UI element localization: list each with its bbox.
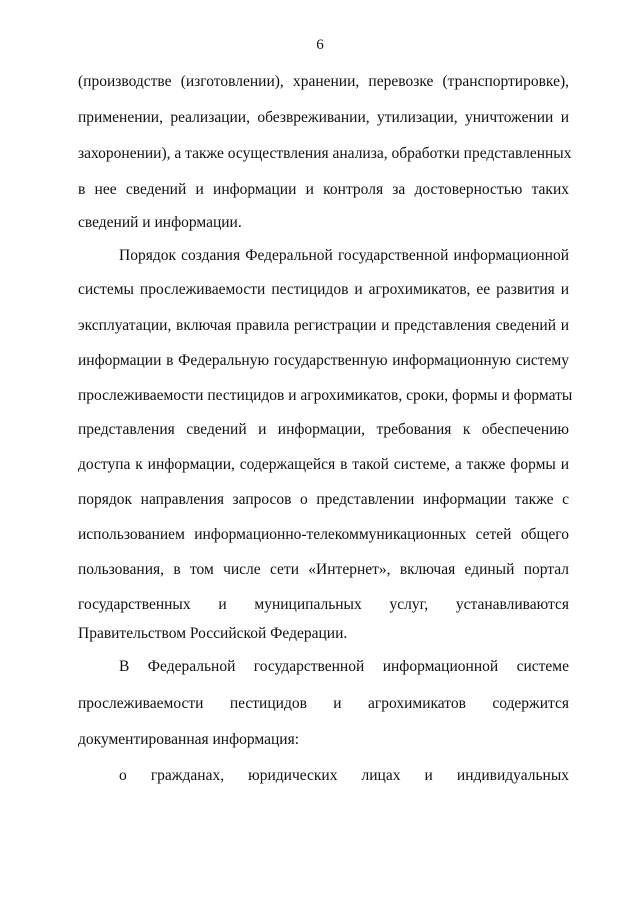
text-line: захоронении), а также осуществления анализа, обработки представленных [78, 145, 572, 162]
text-line: системы прослеживаемости пестицидов и агрохимикатов, ее развития и [78, 281, 569, 298]
text-line: информации в Федеральную государственную информационную систему [78, 352, 569, 369]
text-line: эксплуатации, включая правила регистрации и представления сведений и [78, 317, 569, 334]
text-line: порядок направления запросов о представлении информации также с [78, 491, 569, 508]
text-line: представления сведений и информации, требования к обеспечению [78, 421, 569, 438]
text-line: доступа к информации, содержащейся в такой системе, а также формы и [78, 456, 569, 473]
text-line: Правительством Российской Федерации. [78, 625, 348, 642]
text-line: документированная информация: [78, 731, 300, 748]
text-line: (производстве (изготовлении), хранении, перевозке (транспортировке), [78, 73, 569, 90]
text-line: применении, реализации, обезвреживании, утилизации, уничтожении и [78, 109, 569, 126]
text-line: сведений и информации. [78, 214, 242, 231]
page-number: 6 [316, 37, 324, 53]
text-line: в нее сведений и информации и контроля за достоверностью таких [78, 181, 569, 198]
text-line: прослеживаемости пестицидов и агрохимикатов, сроки, формы и форматы [78, 387, 573, 404]
text-line: государственных и муниципальных услуг, устанавливаются [78, 596, 569, 613]
text-line: Порядок создания Федеральной государственной информационной [119, 247, 569, 264]
text-line: пользования, в том числе сети «Интернет», включая единый портал [78, 561, 569, 578]
text-line: использованием информационно-телекоммуникационных сетей общего [78, 526, 569, 543]
text-line: прослеживаемости пестицидов и агрохимикатов содержится [78, 695, 569, 712]
text-line: В Федеральной государственной информационной системе [119, 658, 569, 675]
text-line: о гражданах, юридических лицах и индивидуальных [119, 767, 569, 784]
